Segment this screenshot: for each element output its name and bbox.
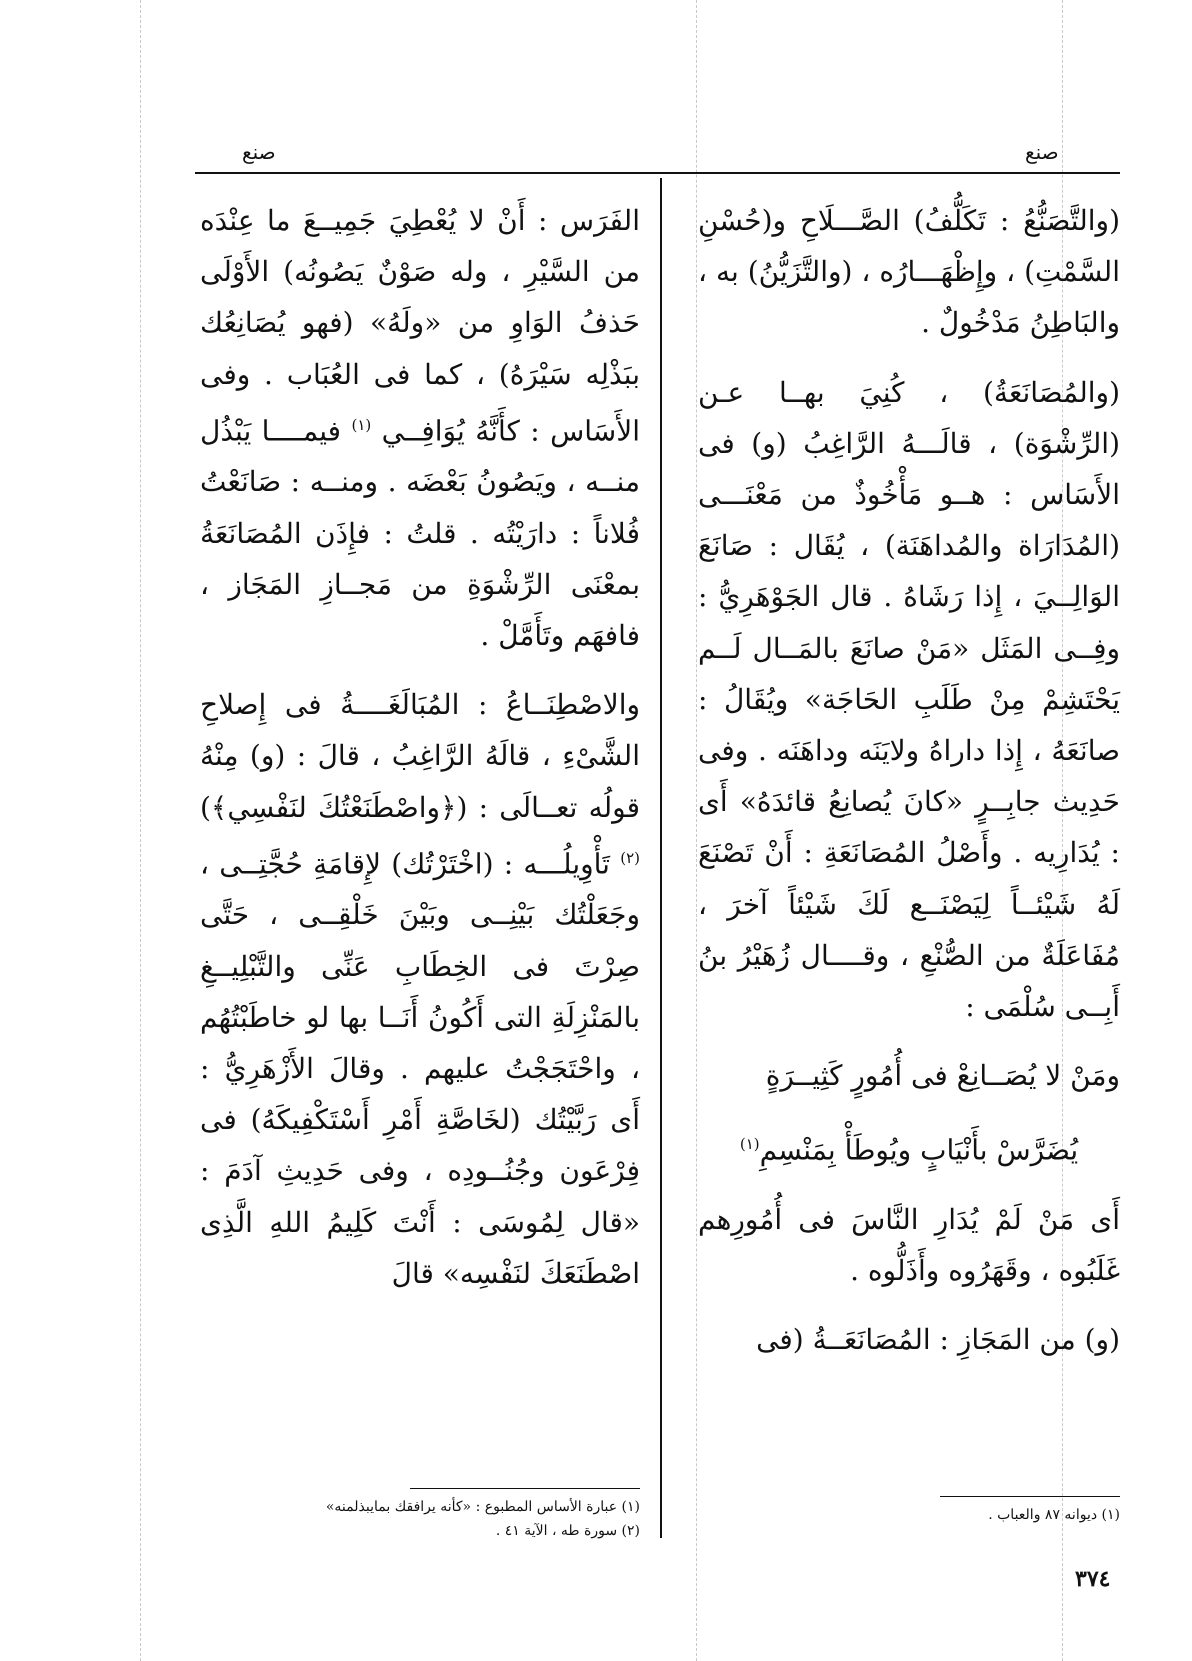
paragraph-majaz: (و) من المَجَازِ : المُصَانَعَــةُ (فى <box>756 1323 1120 1357</box>
paragraph-musanaa: (والمُصَانَعَةُ) ، كُنِيَ بهــا عـن (الرِّشْوَة) ، قالَـــهُ الرَّاغِبُ (و) فى الأَسَاس : هــو مَأْخُوذٌ من مَعْنَـــى (المُدَارَاة والمُداهَنَة) ، يُقَال : صَانَعَ الوَالِــيَ ، إِذا رَشَاهُ . قال الجَوْهَرِيُّ : وفِــى المَثَل «مَنْ صانَعَ بالمَــال لَــم يَحْتَشِمْ مِنْ طَلَبِ الحَاجَة» ويُقَالُ : صانَعَهُ ، إِذا داراهُ ولايَنَه وداهَنَه . وفى حَدِيث جابِــرٍ «كانَ يُصانِعُ قائدَهُ» أَى : يُدَارِيه . وأَصْلُ المُصَانَعَةِ : أَنْ تَصْنَعَ لَهُ شَيْئــاً لِيَصْنَــع لَكَ شَيْئاً آخرَ ، مُفَاعَلَةٌ من الصُّنْعِ ، وقــــال زُهَيْرُ بنُ أَبِــى سُلْمَى : <box>698 375 1120 1024</box>
paragraph-faras-text: الفَرَس : أَنْ لا يُعْطِيَ جَمِيــعَ ما عِنْدَه من السَّيْرِ ، وله صَوْنٌ يَصُونُه) الأَوْلَى حَذفُ الوَاوِ من «ولَهُ» (فهو يُصَانِعُك ببَذْلِه سَيْرَهُ) ، كما فى العُبَاب . وفى الأَسَاس : كأَنَّهُ يُوَافِــي <box>200 204 641 448</box>
verse-line-2 <box>698 1119 1120 1176</box>
running-header-right: صنع <box>1025 140 1059 164</box>
paragraph-faras-cont: فيمــــا يَبْذُل منــه ، ويَصُونُ بَعْضَه . ومنــه : صَانَعْتُ فُلاناً : دارَيْتُه . قلتُ : فإِذَن المُصَانَعَةُ بمعْنَى الرِّشْوَةِ من مَجــازِ المَجَاز ، فافهَم وتَأَمَّلْ . <box>200 414 640 652</box>
paragraph-istinaa-text: والاصْطِنَــاعُ : المُبَالَغَــــةُ فى إِصلاحِ الشَّىْءِ ، قالَهُ الرَّاغِبُ ، قالَ : (و) مِنْهُ قولُه تعــالَى : (﴿واصْطَنَعْتُكَ لنَفْسِي﴾) <box>200 688 640 824</box>
footnotes-right <box>860 1503 1120 1527</box>
scan-guide-line <box>140 0 141 1661</box>
scan-guide-line <box>696 0 697 1661</box>
paragraph-istinaa <box>200 679 640 1299</box>
footnote-mark: (١) <box>351 415 372 434</box>
right-column <box>698 195 1120 1384</box>
page-number: ٣٧٤ <box>1075 1566 1111 1592</box>
header-rule <box>195 172 1120 174</box>
paragraph-faras <box>200 195 640 661</box>
footnote-1: (١) عبارة الأساس المطبوع : «كأنه يرافقك بمايبذلمنه» <box>325 1499 640 1515</box>
verse-line-1: ومَنْ لا يُصَــانِعْ فى أُمُورٍ كَثِيــرَةٍ <box>765 1059 1120 1093</box>
footnotes-left <box>200 1495 640 1543</box>
paragraph-verse-explanation: أَى مَنْ لَمْ يُدَارِ النَّاسَ فى أُمُورِهم غَلَبُوه ، وقَهَرُوه وأَذَلُّوه . <box>698 1202 1120 1288</box>
footnote-rule-left <box>410 1488 640 1489</box>
footnote-2: (٢) سورة طه ، الآية ٤١ . <box>495 1523 640 1539</box>
footnote-1: (١) ديوانه ٨٧ والعباب . <box>988 1507 1120 1523</box>
footnote-mark: (١) <box>739 1135 760 1154</box>
footnote-mark: (٢) <box>620 848 641 867</box>
footnote-rule-right <box>940 1496 1120 1497</box>
running-header-left: صنع <box>242 140 276 164</box>
column-divider <box>660 178 662 1538</box>
paragraph-istinaa-cont: تَأْوِيلُـــه : (اخْتَرْتُك) لإِقامَةِ حُجَّتِــى ، وجَعَلْتُك بَيْنِــى وبَيْنَ خَلْقِــى ، حَتَّى صِرْتَ فى الخِطَابِ عَنِّى والتَّبْلِيــغِ بالمَنْزِلَةِ التى أَكُونُ أَنَــا بها لو خاطَبْتُهُم ، واحْتَجَجْتُ عليهم . وقالَ الأَزْهَرِيُّ : أَى رَبَّيْتُك (لخَاصَّةِ أَمْرِ أَسْتَكْفِيكَهُ) فى فِرْعَون وجُنُــودِه ، وفى حَدِيثِ آدَمَ : «قال لِمُوسَى : أَنْتَ كَلِيمُ اللهِ الَّذِى اصْطَنَعَكَ لنَفْسِه» قالَ <box>200 847 640 1290</box>
verse-line-2-text: يُضَرَّسْ بأَنْيَابٍ ويُوطَأْ بِمَنْسِمِ <box>759 1133 1079 1167</box>
left-column <box>200 195 640 1317</box>
paragraph-tasannu: (والتَّصَنُّعُ : تَكَلُّفُ) الصَّـــلَاحِ و(حُسْنِ السَّمْتِ) ، وإِظْهَـــارُه ، (والتَّزَيُّنُ) به ، والبَاطِنُ مَدْخُولٌ . <box>698 204 1120 340</box>
